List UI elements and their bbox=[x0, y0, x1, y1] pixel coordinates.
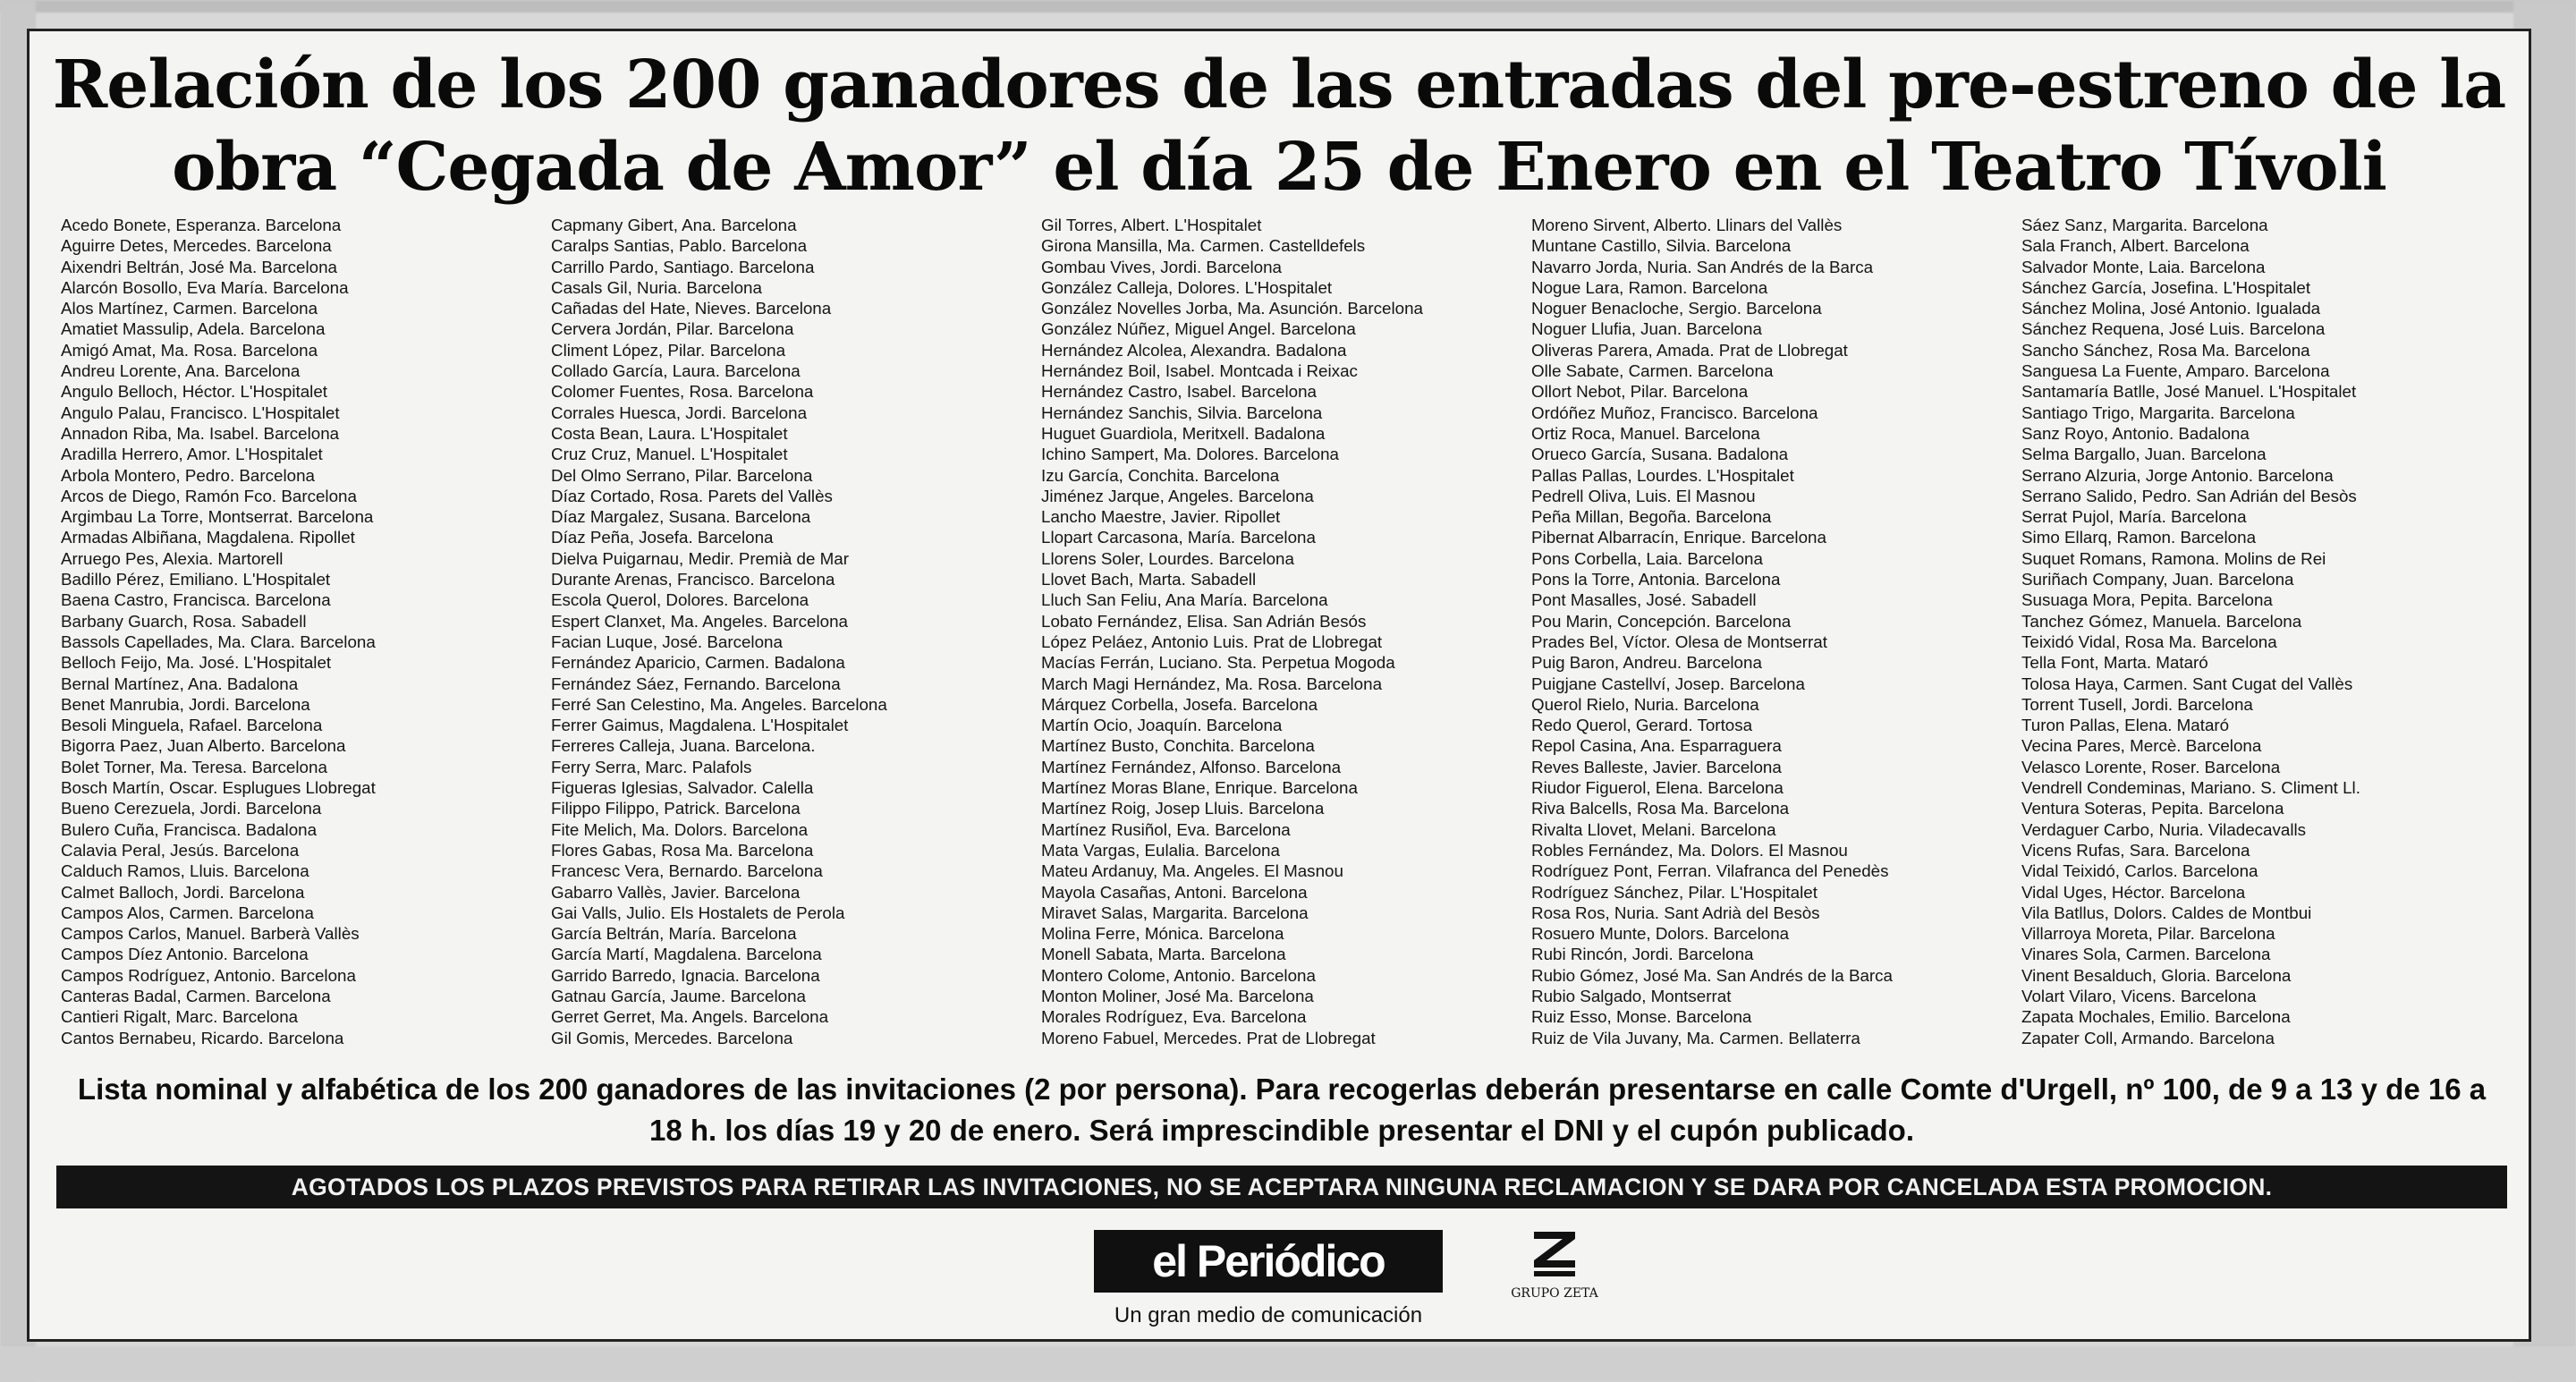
winner-entry: Durante Arenas, Francisco. Barcelona bbox=[551, 570, 835, 589]
winner-entry: Moreno Fabuel, Mercedes. Prat de Llobregat bbox=[1041, 1028, 1376, 1047]
winner-entry: Ordóñez Muñoz, Francisco. Barcelona bbox=[1531, 403, 1818, 422]
winner-entry: Sanz Royo, Antonio. Badalona bbox=[2021, 423, 2250, 443]
winner-entry: Acedo Bonete, Esperanza. Barcelona bbox=[61, 216, 342, 234]
winner-entry: Ferrer Gaimus, Magdalena. L'Hospitalet bbox=[551, 716, 849, 735]
winner-entry: Facian Luque, José. Barcelona bbox=[551, 632, 783, 651]
winner-entry: Girona Mansilla, Ma. Carmen. Castelldefels bbox=[1041, 236, 1366, 256]
winner-entry: Martínez Rusiñol, Eva. Barcelona bbox=[1041, 819, 1291, 839]
winner-entry: González Calleja, Dolores. L'Hospitalet bbox=[1041, 277, 1333, 297]
winner-entry: García Beltrán, María. Barcelona bbox=[551, 924, 797, 944]
winner-entry: Villarroya Moreta, Pilar. Barcelona bbox=[2021, 924, 2275, 944]
winner-entry: Cruz Cruz, Manuel. L'Hospitalet bbox=[551, 445, 788, 464]
winner-entry: Alos Martínez, Carmen. Barcelona bbox=[61, 299, 318, 318]
winner-entry: Collado García, Laura. Barcelona bbox=[551, 361, 801, 381]
winner-entry: Pont Masalles, José. Sabadell bbox=[1531, 590, 1757, 610]
winner-entry: Bosch Martín, Oscar. Esplugues Llobregat bbox=[61, 778, 376, 798]
winner-entry: Mata Vargas, Eulalia. Barcelona bbox=[1041, 840, 1280, 860]
winner-entry: Miravet Salas, Margarita. Barcelona bbox=[1041, 903, 1309, 922]
winner-entry: Lancho Maestre, Javier. Ripollet bbox=[1041, 507, 1281, 527]
winner-entry: García Martí, Magdalena. Barcelona bbox=[551, 945, 822, 964]
winner-entry: Zapater Coll, Armando. Barcelona bbox=[2021, 1028, 2275, 1047]
winner-entry: Gombau Vives, Jordi. Barcelona bbox=[1041, 257, 1282, 276]
winner-entry: Serrano Salido, Pedro. San Adrián del Besòs bbox=[2021, 486, 2357, 505]
winner-entry: Vila Batllus, Dolors. Caldes de Montbui bbox=[2021, 903, 2312, 922]
winner-entry: Sáez Sanz, Margarita. Barcelona bbox=[2021, 216, 2268, 234]
winner-entry: Martínez Busto, Conchita. Barcelona bbox=[1041, 736, 1315, 756]
winner-entry: Angulo Belloch, Héctor. L'Hospitalet bbox=[61, 382, 327, 402]
winner-entry: Escola Querol, Dolores. Barcelona bbox=[551, 590, 809, 610]
winner-entry: Bulero Cuña, Francisca. Badalona bbox=[61, 819, 318, 839]
winner-entry: Vecina Pares, Mercè. Barcelona bbox=[2021, 736, 2262, 756]
winner-entry: Fite Melich, Ma. Dolors. Barcelona bbox=[551, 819, 809, 839]
winner-entry: Muntane Castillo, Silvia. Barcelona bbox=[1531, 236, 1792, 256]
winner-entry: Bigorra Paez, Juan Alberto. Barcelona bbox=[61, 736, 346, 756]
winner-entry: González Novelles Jorba, Ma. Asunción. Barcelona bbox=[1041, 299, 1423, 318]
winner-entry: Argimbau La Torre, Montserrat. Barcelona bbox=[61, 507, 374, 527]
winner-entry: Colomer Fuentes, Rosa. Barcelona bbox=[551, 382, 814, 402]
winner-entry: Sánchez Requena, José Luis. Barcelona bbox=[2021, 319, 2326, 339]
winner-entry: Amigó Amat, Ma. Rosa. Barcelona bbox=[61, 340, 318, 360]
winner-entry: Morales Rodríguez, Eva. Barcelona bbox=[1041, 1007, 1307, 1027]
winners-column-4-list bbox=[1531, 215, 2021, 1048]
winner-entry: Rivalta Llovet, Melani. Barcelona bbox=[1531, 819, 1776, 839]
winner-entry: Reves Balleste, Javier. Barcelona bbox=[1531, 757, 1782, 776]
winner-entry: Peña Millan, Begoña. Barcelona bbox=[1531, 507, 1772, 527]
winner-entry: Armadas Albiñana, Magdalena. Ripollet bbox=[61, 528, 355, 547]
winner-entry: Jiménez Jarque, Angeles. Barcelona bbox=[1041, 486, 1314, 505]
winner-entry: Redo Querol, Gerard. Tortosa bbox=[1531, 716, 1753, 735]
winner-entry: March Magi Hernández, Ma. Rosa. Barcelona bbox=[1041, 674, 1383, 693]
winner-entry: Aixendri Beltrán, José Ma. Barcelona bbox=[61, 257, 338, 276]
winner-entry: Climent López, Pilar. Barcelona bbox=[551, 340, 786, 360]
winner-entry: Noguer Llufia, Juan. Barcelona bbox=[1531, 319, 1762, 339]
winner-entry: Monton Moliner, José Ma. Barcelona bbox=[1041, 986, 1314, 1005]
page-edge-top bbox=[0, 0, 2576, 13]
winner-entry: Cantieri Rigalt, Marc. Barcelona bbox=[61, 1007, 299, 1027]
winner-entry: López Peláez, Antonio Luis. Prat de Llobregat bbox=[1041, 632, 1383, 651]
winner-entry: Puigjane Castellví, Josep. Barcelona bbox=[1531, 674, 1805, 693]
winner-entry: Izu García, Conchita. Barcelona bbox=[1041, 465, 1280, 485]
winner-entry: Sala Franch, Albert. Barcelona bbox=[2021, 236, 2250, 256]
winner-entry: Calduch Ramos, Lluis. Barcelona bbox=[61, 861, 309, 881]
winner-entry: Ichino Sampert, Ma. Dolores. Barcelona bbox=[1041, 445, 1340, 464]
winner-entry: Hernández Castro, Isabel. Barcelona bbox=[1041, 382, 1317, 402]
winner-entry: Bolet Torner, Ma. Teresa. Barcelona bbox=[61, 757, 327, 776]
winner-entry: Casals Gil, Nuria. Barcelona bbox=[551, 277, 762, 297]
winner-entry: Hernández Sanchis, Silvia. Barcelona bbox=[1041, 403, 1323, 422]
winner-entry: Tolosa Haya, Carmen. Sant Cugat del Vallès bbox=[2021, 674, 2353, 693]
winner-entry: Sánchez Molina, José Antonio. Igualada bbox=[2021, 299, 2321, 318]
winner-entry: Vicens Rufas, Sara. Barcelona bbox=[2021, 840, 2250, 860]
winner-entry: Turon Pallas, Elena. Mataró bbox=[2021, 716, 2230, 735]
winner-entry: Benet Manrubia, Jordi. Barcelona bbox=[61, 694, 310, 714]
winner-entry: Corrales Huesca, Jordi. Barcelona bbox=[551, 403, 808, 422]
winner-entry: Dielva Puigarnau, Medir. Premià de Mar bbox=[551, 548, 849, 568]
winner-entry: Pallas Pallas, Lourdes. L'Hospitalet bbox=[1531, 465, 1794, 485]
winner-entry: Ollort Nebot, Pilar. Barcelona bbox=[1531, 382, 1749, 402]
winner-entry: Costa Bean, Laura. L'Hospitalet bbox=[551, 423, 788, 443]
winner-entry: Flores Gabas, Rosa Ma. Barcelona bbox=[551, 840, 814, 860]
winner-entry: Gabarro Vallès, Javier. Barcelona bbox=[551, 882, 801, 902]
winner-entry: Vidal Teixidó, Carlos. Barcelona bbox=[2021, 861, 2258, 881]
winner-entry: Lluch San Feliu, Ana María. Barcelona bbox=[1041, 590, 1328, 610]
winner-entry: Caralps Santias, Pablo. Barcelona bbox=[551, 236, 808, 256]
winner-entry: Hernández Alcolea, Alexandra. Badalona bbox=[1041, 340, 1347, 360]
winner-entry: Vinent Besalduch, Gloria. Barcelona bbox=[2021, 965, 2292, 985]
winner-entry: Velasco Lorente, Roser. Barcelona bbox=[2021, 757, 2281, 776]
winner-entry: Capmany Gibert, Ana. Barcelona bbox=[551, 216, 797, 234]
collection-notice: Lista nominal y alfabética de los 200 ganadores de las invitaciones (2 por persona). Para recogerlas deberán presentarse en calle Comte d'Urgell, nº 100, de 9 a 13 y de 16 a 18 h. los días 19 y 20 de enero. Será imprescindible presentar el DNI y el cupón publicado. bbox=[77, 1073, 2487, 1147]
winner-entry: Santamaría Batlle, José Manuel. L'Hospitalet bbox=[2021, 382, 2357, 402]
winner-entry: Simo Ellarq, Ramon. Barcelona bbox=[2021, 528, 2257, 547]
winner-entry: Rubio Salgado, Montserrat bbox=[1531, 986, 1732, 1005]
winner-entry: Navarro Jorda, Nuria. San Andrés de la Barca bbox=[1531, 257, 1874, 276]
winner-entry: Arbola Montero, Pedro. Barcelona bbox=[61, 465, 315, 485]
winner-entry: González Núñez, Miguel Angel. Barcelona bbox=[1041, 319, 1356, 339]
winner-entry: Besoli Minguela, Rafael. Barcelona bbox=[61, 716, 323, 735]
winner-entry: Pedrell Oliva, Luis. El Masnou bbox=[1531, 486, 1756, 505]
winner-entry: Alarcón Bosollo, Eva María. Barcelona bbox=[61, 277, 349, 297]
headline: Relación de los 200 ganadores de las entradas del pre-estreno de la obra “Cegada de Amor” el día 25 de Enero en el Teatro Tívoli bbox=[52, 47, 2506, 206]
winner-entry: Gerret Gerret, Ma. Angels. Barcelona bbox=[551, 1007, 829, 1027]
winner-entry: Angulo Palau, Francisco. L'Hospitalet bbox=[61, 403, 340, 422]
winner-entry: Márquez Corbella, Josefa. Barcelona bbox=[1041, 694, 1318, 714]
winner-entry: Robles Fernández, Ma. Dolors. El Masnou bbox=[1531, 840, 1848, 860]
winner-entry: Vidal Uges, Héctor. Barcelona bbox=[2021, 882, 2246, 902]
winner-entry: Bassols Capellades, Ma. Clara. Barcelona bbox=[61, 632, 376, 651]
el-periodico-logo: el Periódico bbox=[1094, 1230, 1443, 1293]
winner-entry: Orueco García, Susana. Badalona bbox=[1531, 445, 1789, 464]
winner-entry: Rodríguez Sánchez, Pilar. L'Hospitalet bbox=[1531, 882, 1818, 902]
winner-entry: Sanguesa La Fuente, Amparo. Barcelona bbox=[2021, 361, 2330, 381]
winner-entry: Carrillo Pardo, Santiago. Barcelona bbox=[551, 257, 815, 276]
winner-entry: Ruiz de Vila Juvany, Ma. Carmen. Bellaterra bbox=[1531, 1028, 1860, 1047]
winner-entry: Andreu Lorente, Ana. Barcelona bbox=[61, 361, 301, 381]
winner-entry: Montero Colome, Antonio. Barcelona bbox=[1041, 965, 1316, 985]
winner-entry: Barbany Guarch, Rosa. Sabadell bbox=[61, 611, 307, 631]
winner-entry: Díaz Peña, Josefa. Barcelona bbox=[551, 528, 774, 547]
winner-entry: Monell Sabata, Marta. Barcelona bbox=[1041, 945, 1286, 964]
winner-entry: Díaz Cortado, Rosa. Parets del Vallès bbox=[551, 486, 833, 505]
winner-entry: Huguet Guardiola, Meritxell. Badalona bbox=[1041, 423, 1326, 443]
winner-entry: Ferry Serra, Marc. Palafols bbox=[551, 757, 752, 776]
winner-entry: Figueras Iglesias, Salvador. Calella bbox=[551, 778, 814, 798]
winners-column-1-list bbox=[61, 215, 551, 1048]
winners-column-5-list bbox=[2021, 215, 2512, 1048]
zeta-logo-icon bbox=[1530, 1228, 1579, 1282]
winner-entry: Francesc Vera, Bernardo. Barcelona bbox=[551, 861, 823, 881]
winner-entry: Suriñach Company, Juan. Barcelona bbox=[2021, 570, 2294, 589]
winners-column-3 bbox=[1041, 215, 1531, 1082]
winner-entry: Susuaga Mora, Pepita. Barcelona bbox=[2021, 590, 2273, 610]
winner-entry: Vinares Sola, Carmen. Barcelona bbox=[2021, 945, 2271, 964]
winners-column-3-list bbox=[1041, 215, 1531, 1048]
winner-entry: Cantos Bernabeu, Ricardo. Barcelona bbox=[61, 1028, 344, 1047]
winner-entry: Nogue Lara, Ramon. Barcelona bbox=[1531, 277, 1768, 297]
winners-list bbox=[61, 215, 2512, 1082]
page-edge-bottom bbox=[0, 1346, 2576, 1382]
winner-entry: Pou Marin, Concepción. Barcelona bbox=[1531, 611, 1792, 631]
winner-entry: Annadon Riba, Ma. Isabel. Barcelona bbox=[61, 423, 340, 443]
winner-entry: Díaz Margalez, Susana. Barcelona bbox=[551, 507, 811, 527]
winner-entry: Arruego Pes, Alexia. Martorell bbox=[61, 548, 284, 568]
winner-entry: Riudor Figuerol, Elena. Barcelona bbox=[1531, 778, 1784, 798]
winner-entry: Llopart Carcasona, María. Barcelona bbox=[1041, 528, 1316, 547]
winner-entry: Repol Casina, Ana. Esparraguera bbox=[1531, 736, 1782, 756]
grupo-zeta-logo bbox=[1505, 1228, 1604, 1309]
advertisement-box bbox=[27, 29, 2531, 1342]
winner-entry: Rosa Ros, Nuria. Sant Adrià del Besòs bbox=[1531, 903, 1820, 922]
winner-entry: Belloch Feijo, Ma. José. L'Hospitalet bbox=[61, 653, 332, 673]
winners-column-1 bbox=[61, 215, 551, 1082]
winner-entry: Gil Gomis, Mercedes. Barcelona bbox=[551, 1028, 793, 1047]
winner-entry: Hernández Boil, Isabel. Montcada i Reixac bbox=[1041, 361, 1358, 381]
winner-entry: Arcos de Diego, Ramón Fco. Barcelona bbox=[61, 486, 357, 505]
winner-entry: Teixidó Vidal, Rosa Ma. Barcelona bbox=[2021, 632, 2277, 651]
winner-entry: Ferreres Calleja, Juana. Barcelona. bbox=[551, 736, 816, 756]
winner-entry: Calmet Balloch, Jordi. Barcelona bbox=[61, 882, 305, 902]
winner-entry: Bernal Martínez, Ana. Badalona bbox=[61, 674, 299, 693]
winner-entry: Torrent Tusell, Jordi. Barcelona bbox=[2021, 694, 2253, 714]
winner-entry: Amatiet Massulip, Adela. Barcelona bbox=[61, 319, 326, 339]
winner-entry: Tella Font, Marta. Mataró bbox=[2021, 653, 2208, 673]
winner-entry: Ortiz Roca, Manuel. Barcelona bbox=[1531, 423, 1760, 443]
winner-entry: Aradilla Herrero, Amor. L'Hospitalet bbox=[61, 445, 323, 464]
winner-entry: Martínez Roig, Josep Lluis. Barcelona bbox=[1041, 799, 1325, 818]
winner-entry: Martínez Moras Blane, Enrique. Barcelona bbox=[1041, 778, 1358, 798]
winner-entry: Campos Díez Antonio. Barcelona bbox=[61, 945, 309, 964]
winner-entry: Gil Torres, Albert. L'Hospitalet bbox=[1041, 216, 1262, 234]
winner-entry: Santiago Trigo, Margarita. Barcelona bbox=[2021, 403, 2295, 422]
winner-entry: Rodríguez Pont, Ferran. Vilafranca del Penedès bbox=[1531, 861, 1889, 881]
warning-bar: AGOTADOS LOS PLAZOS PREVISTOS PARA RETIRAR LAS INVITACIONES, NO SE ACEPTARA NINGUNA RECLAMACION Y SE DARA POR CANCELADA ESTA PROMOCION. bbox=[56, 1166, 2507, 1208]
group-name: GRUPO ZETA bbox=[1511, 1286, 1598, 1301]
winner-entry: Cañadas del Hate, Nieves. Barcelona bbox=[551, 299, 832, 318]
winner-entry: Ferré San Celestino, Ma. Angeles. Barcelona bbox=[551, 694, 887, 714]
winner-entry: Rosuero Munte, Dolors. Barcelona bbox=[1531, 924, 1790, 944]
winner-entry: Serrano Alzuria, Jorge Antonio. Barcelona bbox=[2021, 465, 2334, 485]
winner-entry: Tanchez Gómez, Manuela. Barcelona bbox=[2021, 611, 2302, 631]
winner-entry: Volart Vilaro, Vicens. Barcelona bbox=[2021, 986, 2257, 1005]
winner-entry: Aguirre Detes, Mercedes. Barcelona bbox=[61, 236, 332, 256]
winner-entry: Sancho Sánchez, Rosa Ma. Barcelona bbox=[2021, 340, 2310, 360]
winner-entry: Fernández Sáez, Fernando. Barcelona bbox=[551, 674, 841, 693]
winner-entry: Zapata Mochales, Emilio. Barcelona bbox=[2021, 1007, 2291, 1027]
winner-entry: Llovet Bach, Marta. Sabadell bbox=[1041, 570, 1257, 589]
winner-entry: Suquet Romans, Ramona. Molins de Rei bbox=[2021, 548, 2326, 568]
winners-column-2-list bbox=[551, 215, 1041, 1048]
winner-entry: Noguer Benacloche, Sergio. Barcelona bbox=[1531, 299, 1822, 318]
winner-entry: Vendrell Condeminas, Mariano. S. Climent Ll. bbox=[2021, 778, 2360, 798]
winner-entry: Espert Clanxet, Ma. Angeles. Barcelona bbox=[551, 611, 848, 631]
winner-entry: Baena Castro, Francisca. Barcelona bbox=[61, 590, 331, 610]
winner-entry: Oliveras Parera, Amada. Prat de Llobregat bbox=[1531, 340, 1848, 360]
winner-entry: Ventura Soteras, Pepita. Barcelona bbox=[2021, 799, 2284, 818]
winner-entry: Moreno Sirvent, Alberto. Llinars del Vallès bbox=[1531, 216, 1843, 234]
winners-column-2 bbox=[551, 215, 1041, 1082]
winner-entry: Bueno Cerezuela, Jordi. Barcelona bbox=[61, 799, 322, 818]
tagline: Un gran medio de comunicación bbox=[1114, 1303, 1423, 1327]
winner-entry: Badillo Pérez, Emiliano. L'Hospitalet bbox=[61, 570, 331, 589]
winner-entry: Gatnau García, Jaume. Barcelona bbox=[551, 986, 807, 1005]
winner-entry: Gai Valls, Julio. Els Hostalets de Perola bbox=[551, 903, 845, 922]
winner-entry: Cervera Jordán, Pilar. Barcelona bbox=[551, 319, 794, 339]
winner-entry: Ruiz Esso, Monse. Barcelona bbox=[1531, 1007, 1752, 1027]
winner-entry: Prades Bel, Víctor. Olesa de Montserrat bbox=[1531, 632, 1827, 651]
winner-entry: Pons Corbella, Laia. Barcelona bbox=[1531, 548, 1763, 568]
winner-entry: Campos Carlos, Manuel. Barberà Vallès bbox=[61, 924, 360, 944]
winner-entry: Riva Balcells, Rosa Ma. Barcelona bbox=[1531, 799, 1790, 818]
winners-column-5 bbox=[2021, 215, 2512, 1082]
winner-entry: Pibernat Albarracín, Enrique. Barcelona bbox=[1531, 528, 1826, 547]
winner-entry: Macías Ferrán, Luciano. Sta. Perpetua Mogoda bbox=[1041, 653, 1395, 673]
winner-entry: Olle Sabate, Carmen. Barcelona bbox=[1531, 361, 1774, 381]
winner-entry: Rubi Rincón, Jordi. Barcelona bbox=[1531, 945, 1754, 964]
winner-entry: Llorens Soler, Lourdes. Barcelona bbox=[1041, 548, 1294, 568]
winner-entry: Mayola Casañas, Antoni. Barcelona bbox=[1041, 882, 1308, 902]
winner-entry: Calavia Peral, Jesús. Barcelona bbox=[61, 840, 300, 860]
winner-entry: Salvador Monte, Laia. Barcelona bbox=[2021, 257, 2266, 276]
winner-entry: Campos Rodríguez, Antonio. Barcelona bbox=[61, 965, 356, 985]
winner-entry: Del Olmo Serrano, Pilar. Barcelona bbox=[551, 465, 813, 485]
winner-entry: Lobato Fernández, Elisa. San Adrián Besós bbox=[1041, 611, 1367, 631]
winner-entry: Querol Rielo, Nuria. Barcelona bbox=[1531, 694, 1759, 714]
winner-entry: Serrat Pujol, María. Barcelona bbox=[2021, 507, 2247, 527]
winner-entry: Mateu Ardanuy, Ma. Angeles. El Masnou bbox=[1041, 861, 1343, 881]
winner-entry: Sánchez García, Josefina. L'Hospitalet bbox=[2021, 277, 2311, 297]
winner-entry: Campos Alos, Carmen. Barcelona bbox=[61, 903, 314, 922]
winner-entry: Martínez Fernández, Alfonso. Barcelona bbox=[1041, 757, 1342, 776]
winner-entry: Molina Ferre, Mónica. Barcelona bbox=[1041, 924, 1284, 944]
winner-entry: Pons la Torre, Antonia. Barcelona bbox=[1531, 570, 1781, 589]
winner-entry: Martín Ocio, Joaquín. Barcelona bbox=[1041, 716, 1283, 735]
winners-column-4 bbox=[1531, 215, 2021, 1082]
winner-entry: Canteras Badal, Carmen. Barcelona bbox=[61, 986, 331, 1005]
winner-entry: Puig Baron, Andreu. Barcelona bbox=[1531, 653, 1762, 673]
winner-entry: Rubio Gómez, José Ma. San Andrés de la Barca bbox=[1531, 965, 1894, 985]
winner-entry: Fernández Aparicio, Carmen. Badalona bbox=[551, 653, 845, 673]
winner-entry: Filippo Filippo, Patrick. Barcelona bbox=[551, 799, 801, 818]
winner-entry: Selma Bargallo, Juan. Barcelona bbox=[2021, 445, 2267, 464]
winner-entry: Verdaguer Carbo, Nuria. Viladecavalls bbox=[2021, 819, 2307, 839]
winner-entry: Garrido Barredo, Ignacia. Barcelona bbox=[551, 965, 820, 985]
